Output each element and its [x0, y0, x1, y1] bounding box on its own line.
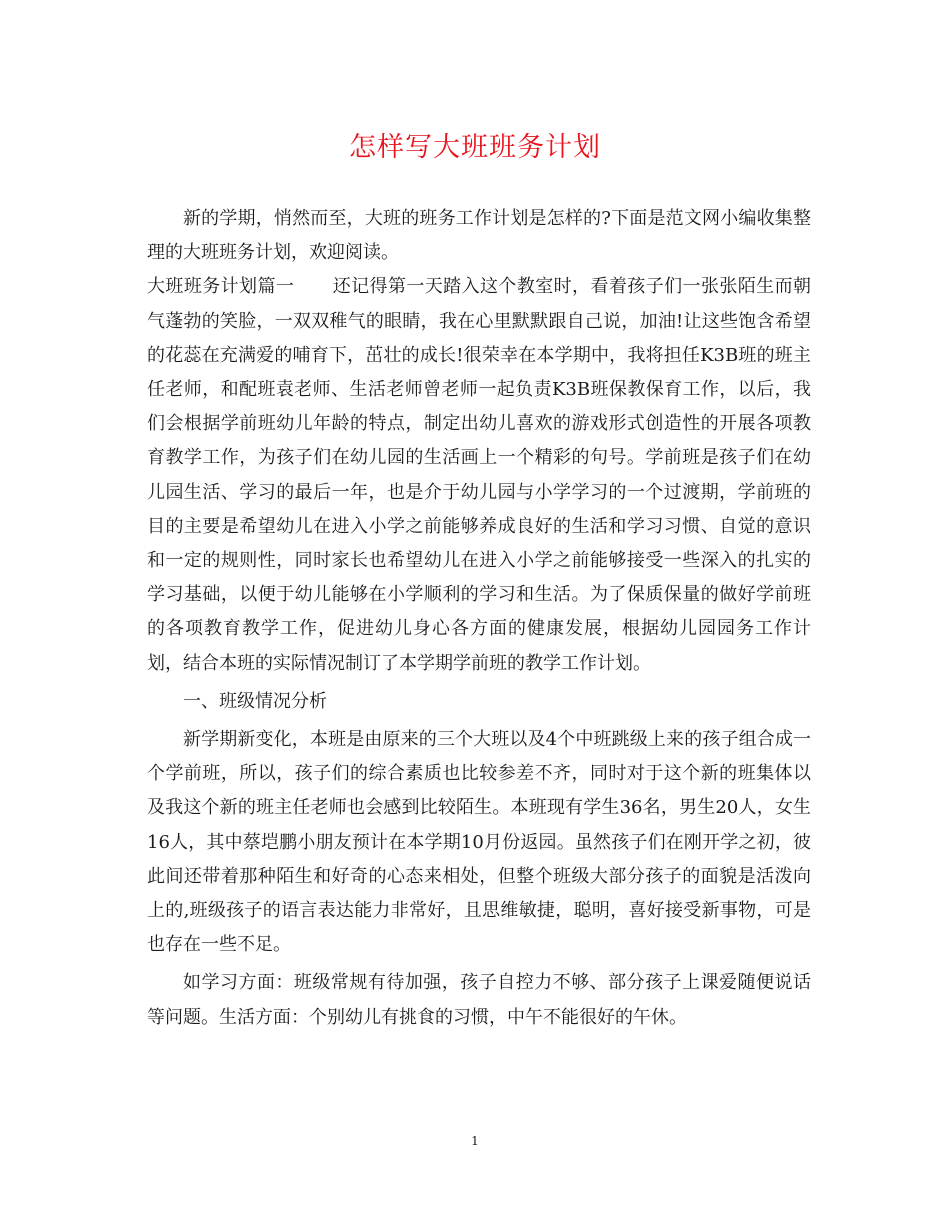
document-title: 怎样写大班班务计划 — [349, 132, 601, 163]
page-number: 1 — [471, 1134, 479, 1148]
intro-paragraph: 新的学期，悄然而至，大班的班务工作计划是怎样的?下面是范文网小编收集整理的大班班务计划，欢迎阅读。 — [147, 208, 811, 264]
section-paragraph — [147, 270, 811, 680]
document-body — [147, 202, 811, 1035]
subheading-class-analysis: 一、班级情况分析 — [183, 690, 327, 712]
analysis-paragraph: 新学期新变化，本班是由原来的三个大班以及4个中班跳级上来的孩子组合成一个学前班，所以，孩子们的综合素质也比较参差不齐，同时对于这个新的班集体以及我这个新的班主任老师也会感到比较陌生。本班现有学生36名，男生20人，女生16人，其中蔡垲鹏小朋友预计在本学期10月份返园。虽然孩子们在刚开学之初，彼此间还带着那种陌生和好奇的心态来相处，但整个班级大部分孩子的面貌是活泼向上的,班级孩子的语言表达能力非常好，且思维敏捷，聪明，喜好接受新事物，可是也存在一些不足。 — [147, 729, 811, 956]
section-heading: 大班班务计划篇一 — [147, 276, 295, 298]
issues-paragraph: 如学习方面：班级常规有待加强，孩子自控力不够、部分孩子上课爱随便说话等问题。生活方面：个别幼儿有挑食的习惯，中午不能很好的午休。 — [147, 972, 811, 1028]
section-body-text: 还记得第一天踏入这个教室时，看着孩子们一张张陌生而朝气蓬勃的笑脸，一双双稚气的眼睛，我在心里默默跟自己说，加油!让这些饱含希望的花蕊在充满爱的哺育下，茁壮的成长!很荣幸在本学期中，我将担任K3B班的班主任老师，和配班袁老师、生活老师曾老师一起负责K3B班保教保育工作，以后，我们会根据学前班幼儿年龄的特点，制定出幼儿喜欢的游戏形式创造性的开展各项教育教学工作，为孩子们在幼儿园的生活画上一个精彩的句号。学前班是孩子们在幼儿园生活、学习的最后一年，也是介于幼儿园与小学学习的一个过渡期，学前班的目的主要是希望幼儿在进入小学之前能够养成良好的生活和学习习惯、自觉的意识和一定的规则性，同时家长也希望幼儿在进入小学之前能够接受一些深入的扎实的学习基础，以便于幼儿能够在小学顺利的学习和生活。为了保质保量的做好学前班的各项教育教学工作，促进幼儿身心各方面的健康发展，根据幼儿园园务工作计划，结合本班的实际情况制订了本学期学前班的教学工作计划。 — [147, 276, 812, 674]
